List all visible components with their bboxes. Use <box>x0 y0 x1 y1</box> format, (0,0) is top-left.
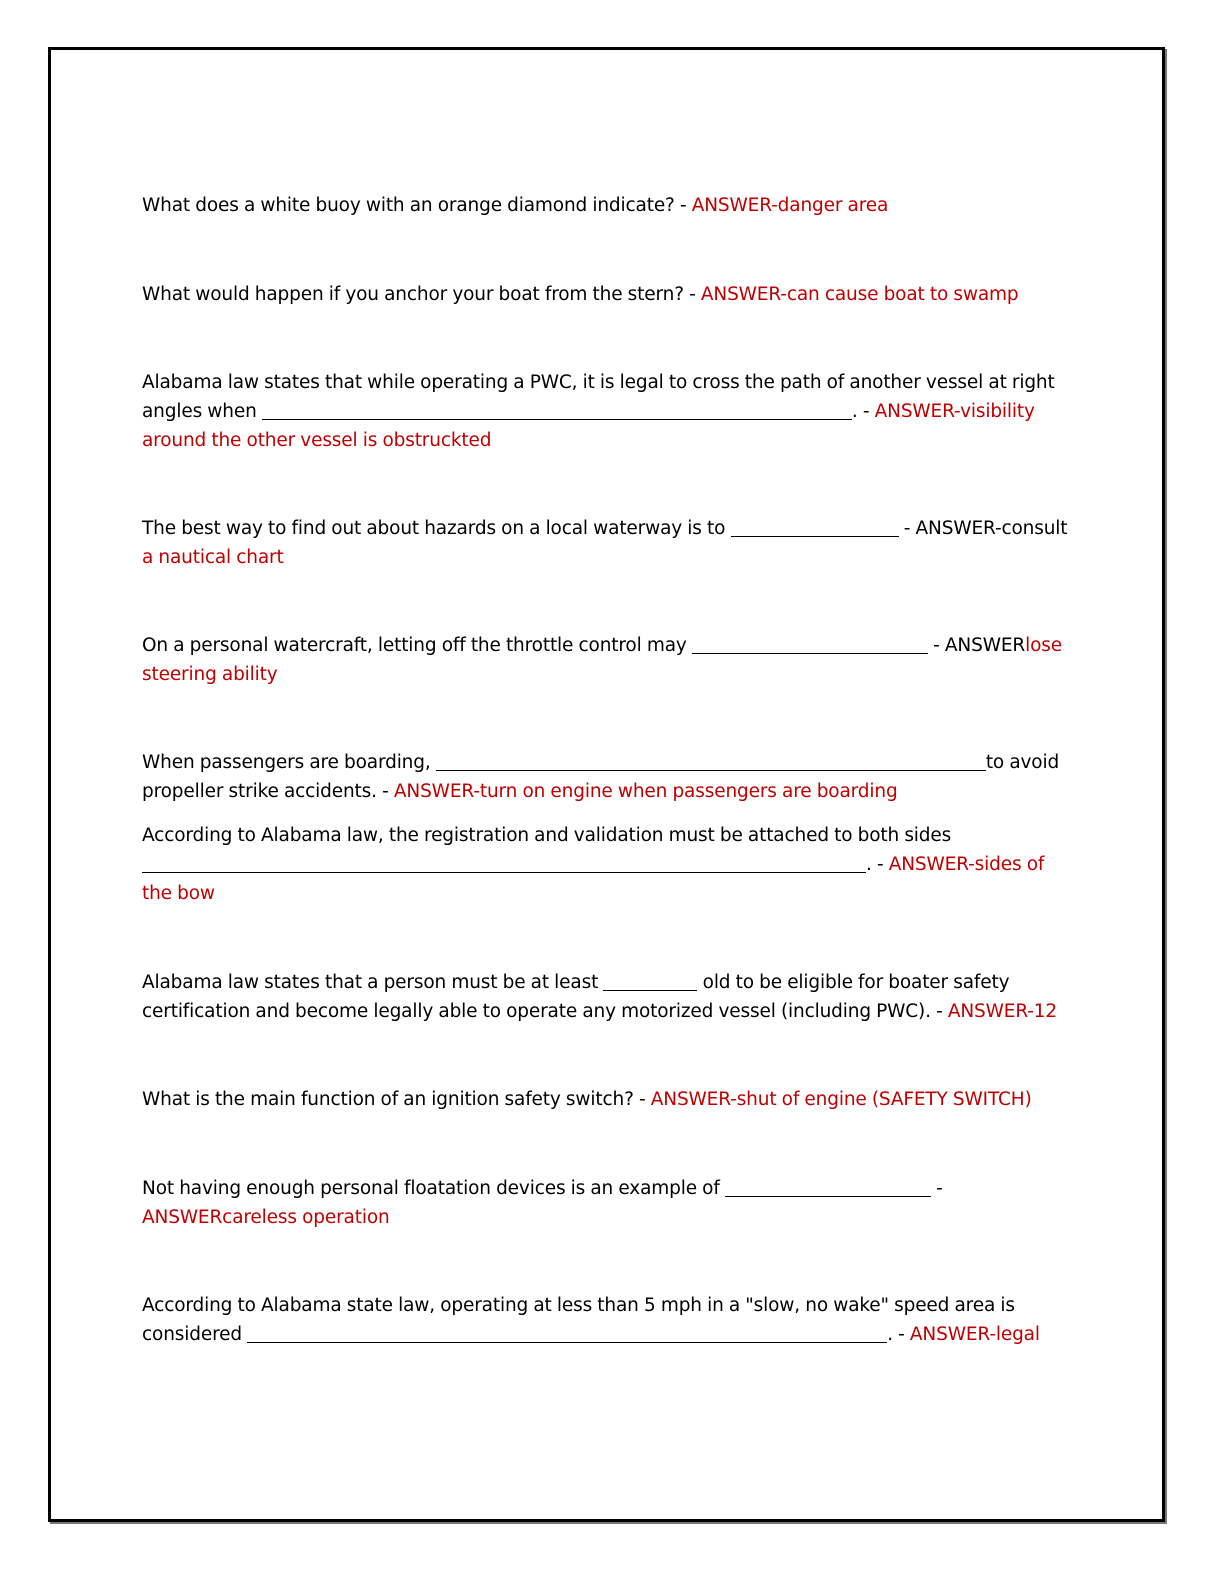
question-text-end: . <box>866 854 872 875</box>
answer-text: lose steering ability <box>142 635 1062 685</box>
answer-separator: - <box>930 1001 948 1022</box>
answer-separator: - <box>633 1089 651 1110</box>
qa-item-2 <box>142 280 1072 309</box>
question-text: What is the main function of an ignition safety switch? <box>142 1089 634 1110</box>
answer-prefix: ANSWER <box>944 635 1026 656</box>
qa-item-3 <box>142 368 1072 455</box>
qa-item-1 <box>142 191 1072 220</box>
answer-text: ANSWER-danger area <box>691 195 889 216</box>
question-text: Alabama law states that while operating a PWC, it is legal to cross the path of another vessel at right angles when <box>142 372 1055 422</box>
answer-text: ANSWER-12 <box>947 1001 1058 1022</box>
question-text-end: . <box>851 401 858 422</box>
question-text: When passengers are boarding, <box>142 752 436 773</box>
question-text-end: . <box>887 1324 893 1345</box>
answer-separator: - <box>927 635 945 656</box>
qa-item-11 <box>142 1291 1072 1349</box>
answer-text: ANSWER-shut of engine (SAFETY SWITCH) <box>650 1089 1032 1110</box>
qa-item-10 <box>142 1174 1072 1232</box>
answer-separator: - <box>898 518 916 539</box>
answer-separator: - <box>892 1324 910 1345</box>
answer-blank <box>603 970 697 991</box>
answer-separator: - <box>674 195 692 216</box>
question-text-end: to avoid propeller strike accidents. <box>142 752 1060 802</box>
answer-text: ANSWER-visibility around the other vessel is obstruckted <box>142 401 1035 451</box>
question-text: According to Alabama law, the registration and validation must be attached to both sides <box>142 825 952 846</box>
question-text: According to Alabama state law, operating at less than 5 mph in a "slow, no wake" speed area is considered <box>142 1295 1015 1345</box>
qa-item-8 <box>142 968 1072 1026</box>
qa-item-9 <box>142 1085 1072 1114</box>
answer-text: ANSWER-turn on engine when passengers are boarding <box>393 781 898 802</box>
qa-item-4 <box>142 514 1072 572</box>
answer-prefix: ANSWER-consult <box>915 518 1068 539</box>
answer-blank <box>142 852 866 873</box>
answer-text: ANSWER-sides of the bow <box>142 854 1045 904</box>
question-text: Alabama law states that a person must be at least <box>142 972 604 993</box>
answer-text: a nautical chart <box>142 547 284 568</box>
qa-item-6 <box>142 748 1072 806</box>
answer-text: ANSWER-can cause boat to swamp <box>700 284 1019 305</box>
question-text: The best way to find out about hazards on a local waterway is to <box>142 518 731 539</box>
qa-item-7 <box>142 821 1072 908</box>
answer-blank <box>725 1176 931 1197</box>
question-text-end: old to be eligible for boater safety certification and become legally able to operate any motorized vessel (including PWC). <box>142 972 1010 1022</box>
question-text: What does a white buoy with an orange diamond indicate? <box>142 195 675 216</box>
answer-text: ANSWERcareless operation <box>142 1207 390 1228</box>
answer-separator: - <box>871 854 889 875</box>
question-text: Not having enough personal floatation devices is an example of <box>142 1178 725 1199</box>
answer-blank <box>731 516 899 537</box>
answer-text: ANSWER-legal <box>909 1324 1040 1345</box>
answer-blank <box>436 750 986 771</box>
answer-separator: - <box>930 1178 943 1199</box>
answer-blank <box>247 1322 887 1343</box>
answer-blank <box>262 399 852 420</box>
question-text: What would happen if you anchor your boat from the stern? <box>142 284 684 305</box>
answer-separator: - <box>857 401 875 422</box>
qa-item-5 <box>142 631 1072 689</box>
answer-separator: - <box>683 284 701 305</box>
question-text: On a personal watercraft, letting off the throttle control may <box>142 635 692 656</box>
answer-separator: - <box>376 781 394 802</box>
answer-blank <box>692 633 928 654</box>
